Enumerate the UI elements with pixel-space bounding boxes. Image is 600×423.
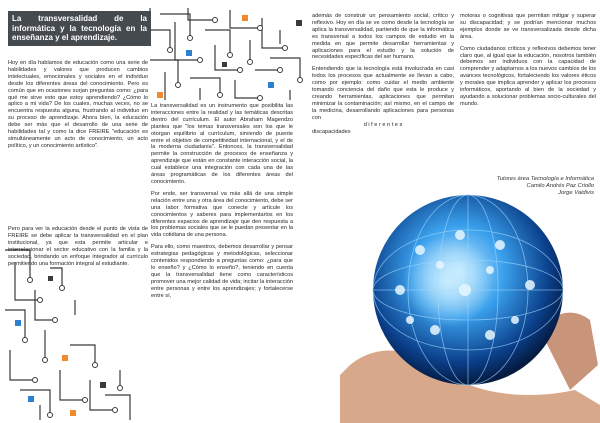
paragraph: motoras o cognitivas que permitan mitigar y superar su discapacidad; y se podrían mencionar muchos ejemplos donde se ve transversalizada desde dicha área. — [460, 13, 596, 40]
paragraph: Como ciudadanos críticos y reflexivos debemos tener claro que, al igual que la educación, nosotros también debemos ser individuos con la capacidad de comprender y adaptarnos a los nuevos cambios de los avances tecnológicos, fortaleciendo los valores éticos y morales que implica aprender y aplicar los procesos informáticos, aportando al bien de la sociedad y ayudando a solucionar problemas socio-culturales del mundo. — [460, 45, 596, 107]
column-1 — [8, 60, 148, 155]
column-2 — [151, 103, 293, 304]
globe-hand-illustration — [340, 190, 600, 423]
column-4 — [460, 13, 596, 113]
column-1-lower — [8, 226, 148, 272]
paragraph-end: discapacidades — [312, 128, 351, 135]
spaced-word: d i f e r e n t e s — [363, 121, 403, 128]
paragraph: Por ende, ser transversal va más allá de una simple relación entre una y otra área del conocimiento, debe ser una labor formativa que conecte y articule los conocimientos y saberes para implementarlos en los diferentes espacios de aprendizaje que den respuesta a los problemas sociales que se le puedan presentar en la vida cotidiana de una persona. — [151, 190, 293, 239]
column-3 — [312, 13, 454, 135]
paragraph: La transversalidad es un instrumento que posibilita las interacciones entre la realidad y las temáticas descritas dentro del currículum. El autor Abraham Magendzo plantea que "los temas transversales son los que le otorgan equilibrio al currículum, sirviendo de puente entre el objetivo de competitividad internacional, y el de la moderna ciudadanía". Entonces, la transversalidad permite la construcción de procesos de enseñanza y aprendizaje que están en constante interacción social, la cual establece una integración con cada una de las áreas programáticas de los diferentes áreas del conocimiento. — [151, 103, 293, 185]
paragraph: Hoy en día hablamos de educación como una serie de habilidades y valores que producen cambios intelectuales, emocionales y sociales en el individuo desde los diferentes áreas del conocimiento. Pero es común que en ocasiones surjan preguntas como: ¿para qué me sirve esto que estoy aprendiendo? ¿Cómo lo aplico a mi vida? De los cuales, muchas veces, no se encuentra respuesta alguna, frustrando al individuo en su proceso de aprendizaje. Ahora bien, la educación debe ser más que el desarrollo de una serie de habilidades tal y como la dice FREIRE "educación es simultáneamente un acto de conocimiento, un acto político, y un conocimiento artístico". — [8, 60, 148, 149]
authors-role: Tutores área Tecnología e Informática — [496, 176, 594, 182]
paragraph: además de construir un pensamiento social, crítico y reflexivo. Hoy en día se ve como desde la tecnología se aplica la transversalidad, partiendo de que la informática es transversal a todos los campos de estudio en la medida en que permite desarrollar herramientas y aplicaciones para el estudio y la solución de necesidades específicas del ser humano. — [312, 13, 454, 61]
page-title: La transversalidad de la informática y la tecnología en la enseñanza y el aprendizaje. — [8, 11, 151, 46]
paragraph: Para ello, como maestros, debemos desarrollar y pensar estrategias pedagógicas y metodológicas, seleccionar contenidos respondiendo a preguntas como: ¿para que lo enseño? y ¿Cómo lo enseño?, teniendo en cuenta que la transversalidad tiene como característicos promover una mejor calidad de vida; incitar la interacción entre personas y entre los aprendizajes; y fortalecerse entre sí, — [151, 244, 293, 299]
author-name: Jorge Valdivis — [558, 190, 594, 196]
paragraph: Entendiendo que la tecnología está involucrada en casi todos los procesos que actualmente se llevan a cabo, como por ejemplo: como cuidar el medio ambiente tomando conciencia del daño que esta le produce y creando herramientas, aplicaciones que permitan minimizar la contaminación; así mismo, en el campo de la medicina, desarrollando aplicaciones para personas con — [312, 66, 454, 121]
author-name: Camilo Andrés Paz Criollo — [526, 183, 594, 189]
paragraph: Pero para ver la educación desde el punto de vista de FREIRE se debe aplicar la transversalidad en el plan institucional, ya que esta permite articular e interrelacionar el sector educativo con la familia y la sociedad, brindando un enfoque integrador al currículo permitiendo una formación integral al estudiante. — [8, 226, 148, 267]
